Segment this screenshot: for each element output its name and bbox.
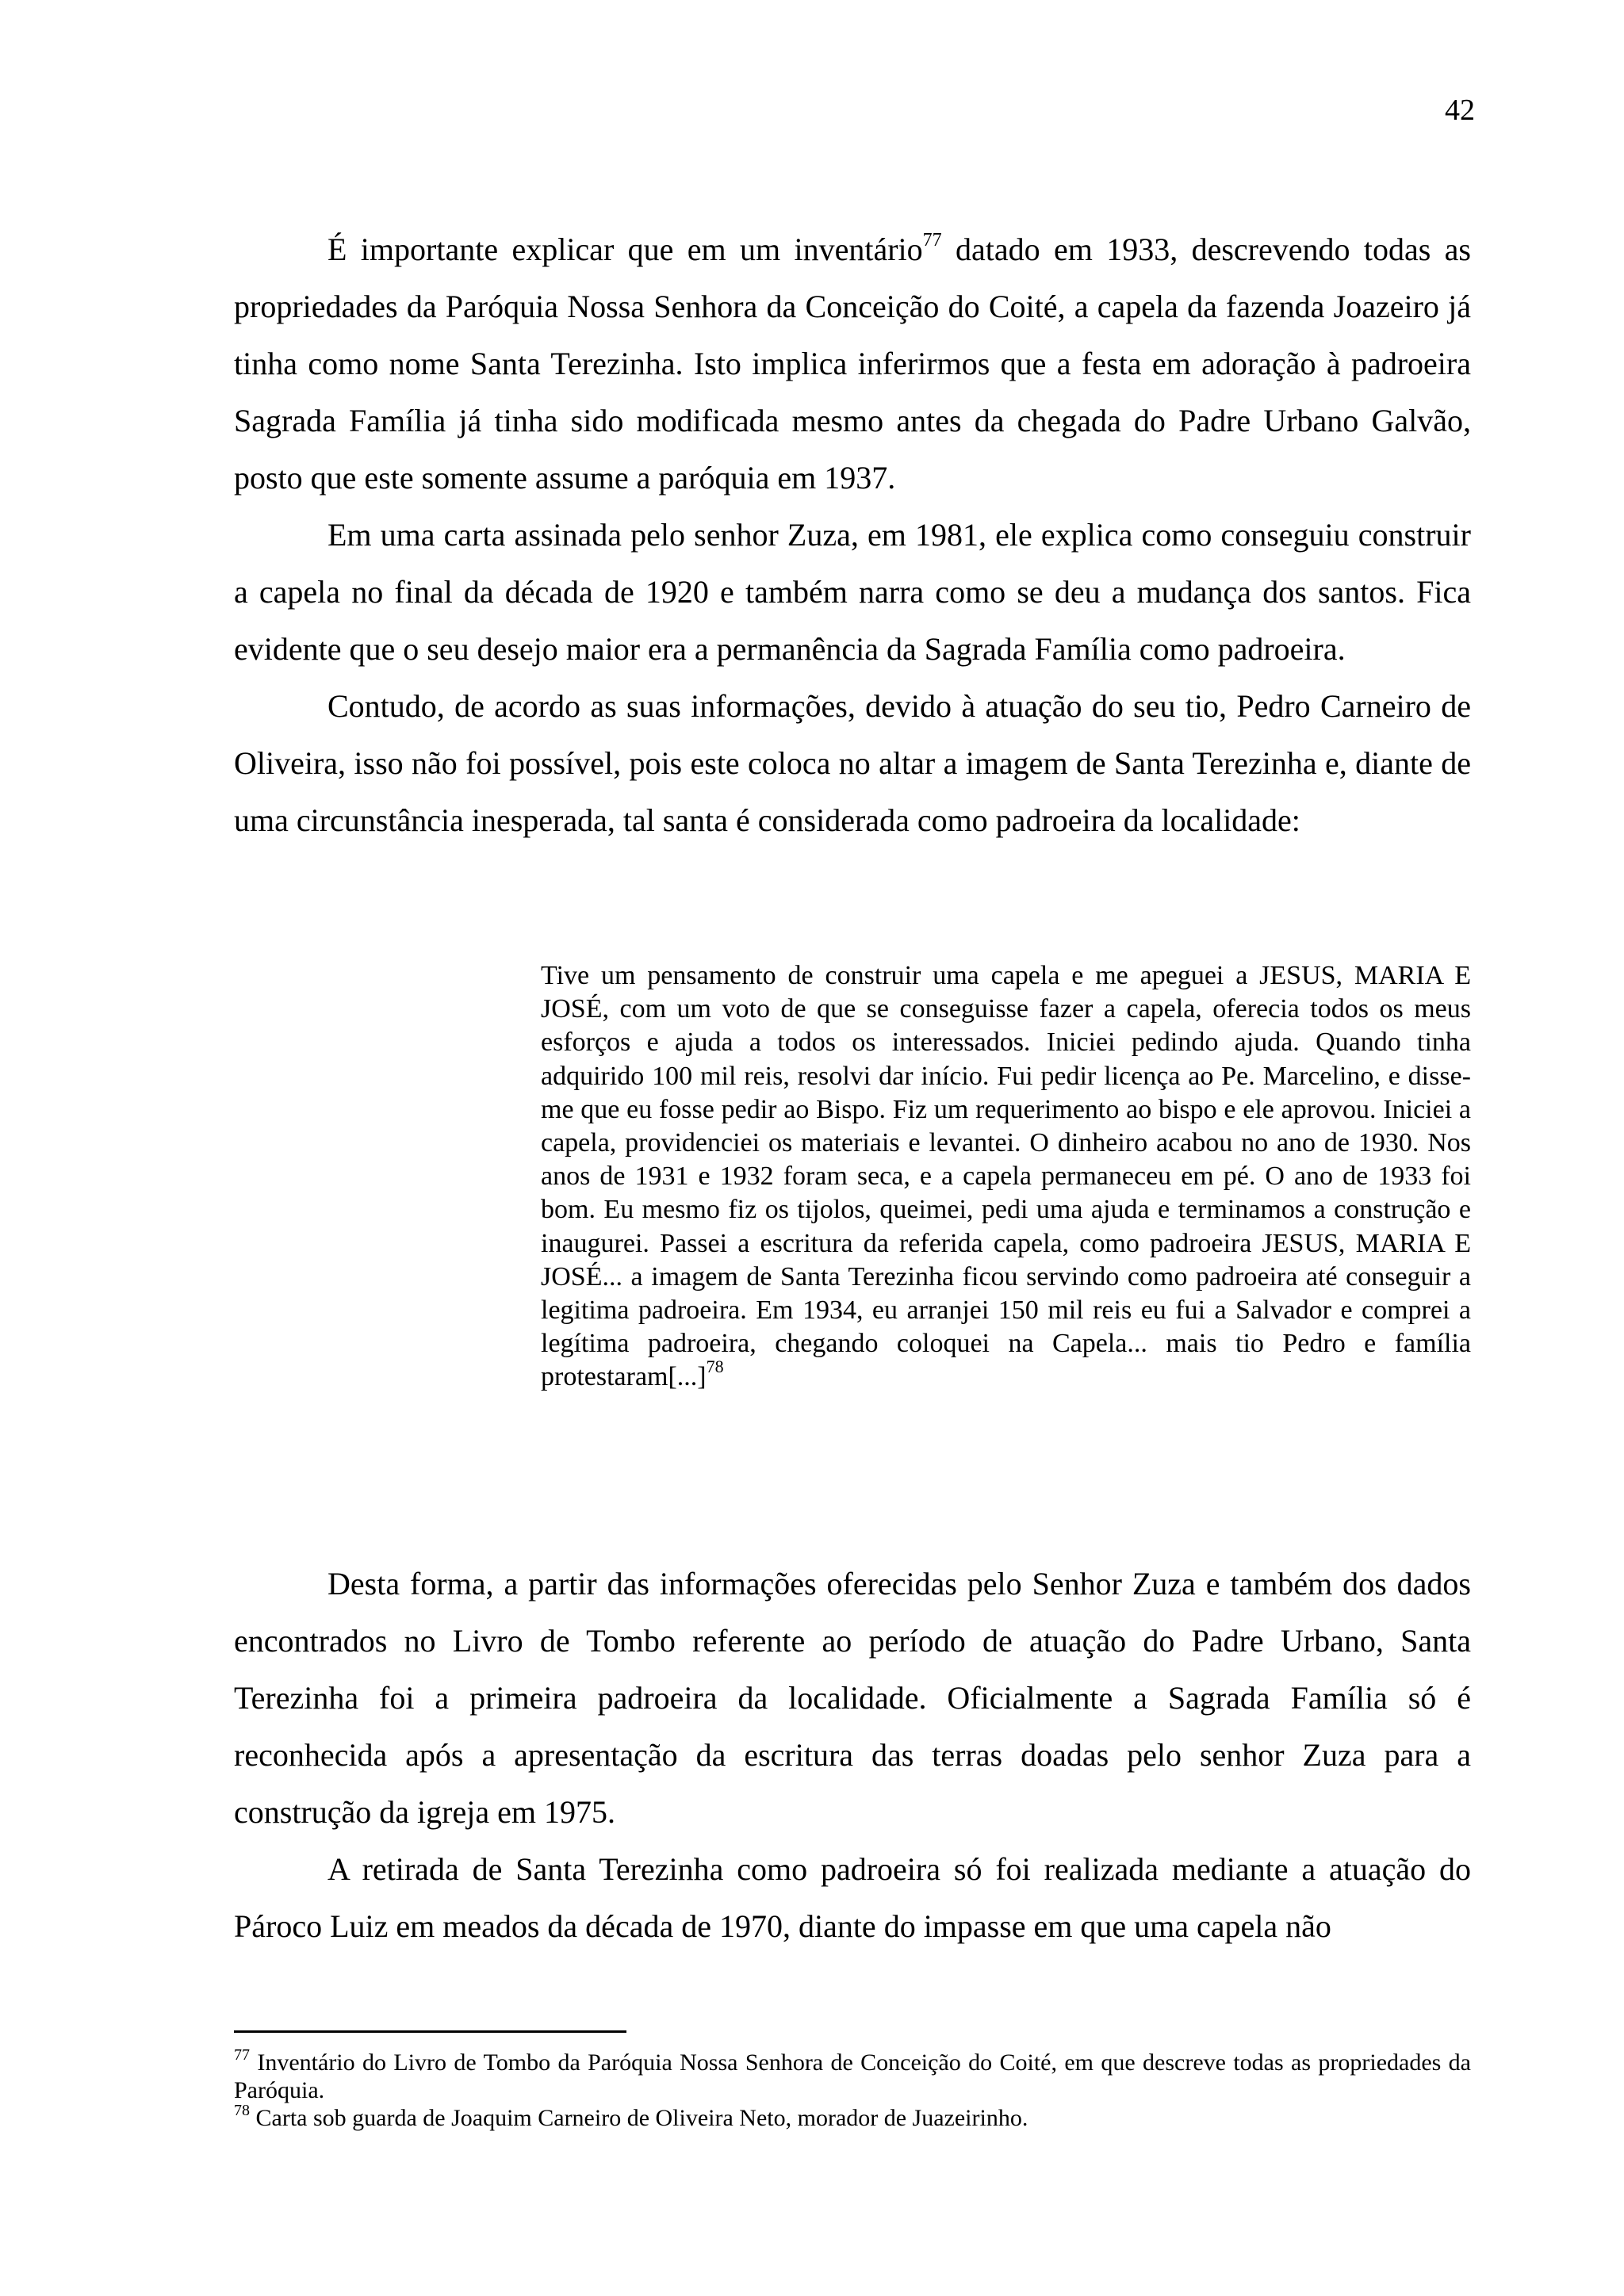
paragraph: A retirada de Santa Terezinha como padroeira só foi realizada mediante a atuação do Pároco Luiz em meados da década de 1970, diante do impasse em que uma capela não — [234, 1851, 1471, 1944]
block-quote — [541, 959, 1471, 1395]
footnote — [234, 2046, 1471, 2104]
footnote-separator — [234, 2030, 626, 2033]
page-number: 42 — [1445, 94, 1475, 127]
footnote-number: 77 — [234, 2046, 250, 2064]
block-quote-text: Tive um pensamento de construir uma capela e me apeguei a JESUS, MARIA E JOSÉ, com um voto de que se conseguisse fazer a capela, oferecia todos os meus esforços e ajuda a todos os interessados. Iniciei pedindo ajuda. Quando tinha adquirido 100 mil reis, resolvi dar início. Fui pedir licença ao Pe. Marcelino, e disse-me que eu fosse pedir ao Bispo. Fiz um requerimento ao bispo e ele aprovou. Iniciei a capela, providenciei os materiais e levantei. O dinheiro acabou no ano de 1930. Nos anos de 1931 e 1932 foram seca, e a capela permaneceu em pé. O ano de 1933 foi bom. Eu mesmo fiz os tijolos, queimei, pedi uma ajuda e terminamos a construção e inaugurei. Passei a escritura da referida capela, como padroeira JESUS, MARIA E JOSÉ... a imagem de Santa Terezinha ficou servindo como padroeira até conseguir a legitima padroeira. Em 1934, eu arranjei 150 mil reis eu fui a Salvador e comprei a legítima padroeira, chegando coloquei na Capela... mais tio Pedro e família protestaram[...] — [541, 961, 1471, 1392]
paragraph-text: É importante explicar que em um inventário — [327, 232, 923, 267]
footnote-reference[interactable]: 78 — [706, 1357, 724, 1377]
footnote-text: Inventário do Livro de Tombo da Paróquia Nossa Senhora de Conceição do Coité, em que descreve todas as propriedades da Paróquia. — [234, 2049, 1471, 2103]
paragraph: Desta forma, a partir das informações oferecidas pelo Senhor Zuza e também dos dados encontrados no Livro de Tombo referente ao período de atuação do Padre Urbano, Santa Terezinha foi a primeira padroeira da localidade. Oficialmente a Sagrada Família só é reconhecida após a apresentação da escritura das terras doadas pelo senhor Zuza para a construção da igreja em 1975. — [234, 1566, 1471, 1830]
body-text-top — [234, 221, 1471, 849]
block-quote-paragraph — [541, 959, 1471, 1395]
paragraph-text: datado em 1933, descrevendo todas as propriedades da Paróquia Nossa Senhora da Conceição do Coité, a capela da fazenda Joazeiro já tinha como nome Santa Terezinha. Isto implica inferirmos que a festa em adoração à padroeira Sagrada Família já tinha sido modificada mesmo antes da chegada do Padre Urbano Galvão, posto que este somente assume a paróquia em 1937. — [234, 232, 1471, 496]
body-text-bottom — [234, 1556, 1471, 1955]
footnote-reference[interactable]: 77 — [922, 230, 942, 251]
footnote — [234, 2104, 1471, 2132]
footnote-number: 78 — [234, 2102, 250, 2119]
paragraph: Em uma carta assinada pelo senhor Zuza, em 1981, ele explica como conseguiu construir a capela no final da década de 1920 e também narra como se deu a mudança dos santos. Fica evidente que o seu desejo maior era a permanência da Sagrada Família como padroeira. — [234, 517, 1471, 667]
footnote-text: Carta sob guarda de Joaquim Carneiro de Oliveira Neto, morador de Juazeirinho. — [250, 2105, 1028, 2131]
footnotes — [234, 2046, 1471, 2132]
paragraph — [234, 221, 1471, 507]
paragraph: Contudo, de acordo as suas informações, devido à atuação do seu tio, Pedro Carneiro de Oliveira, isso não foi possível, pois este coloca no altar a imagem de Santa Terezinha e, diante de uma circunstância inesperada, tal santa é considerada como padroeira da localidade: — [234, 688, 1471, 838]
